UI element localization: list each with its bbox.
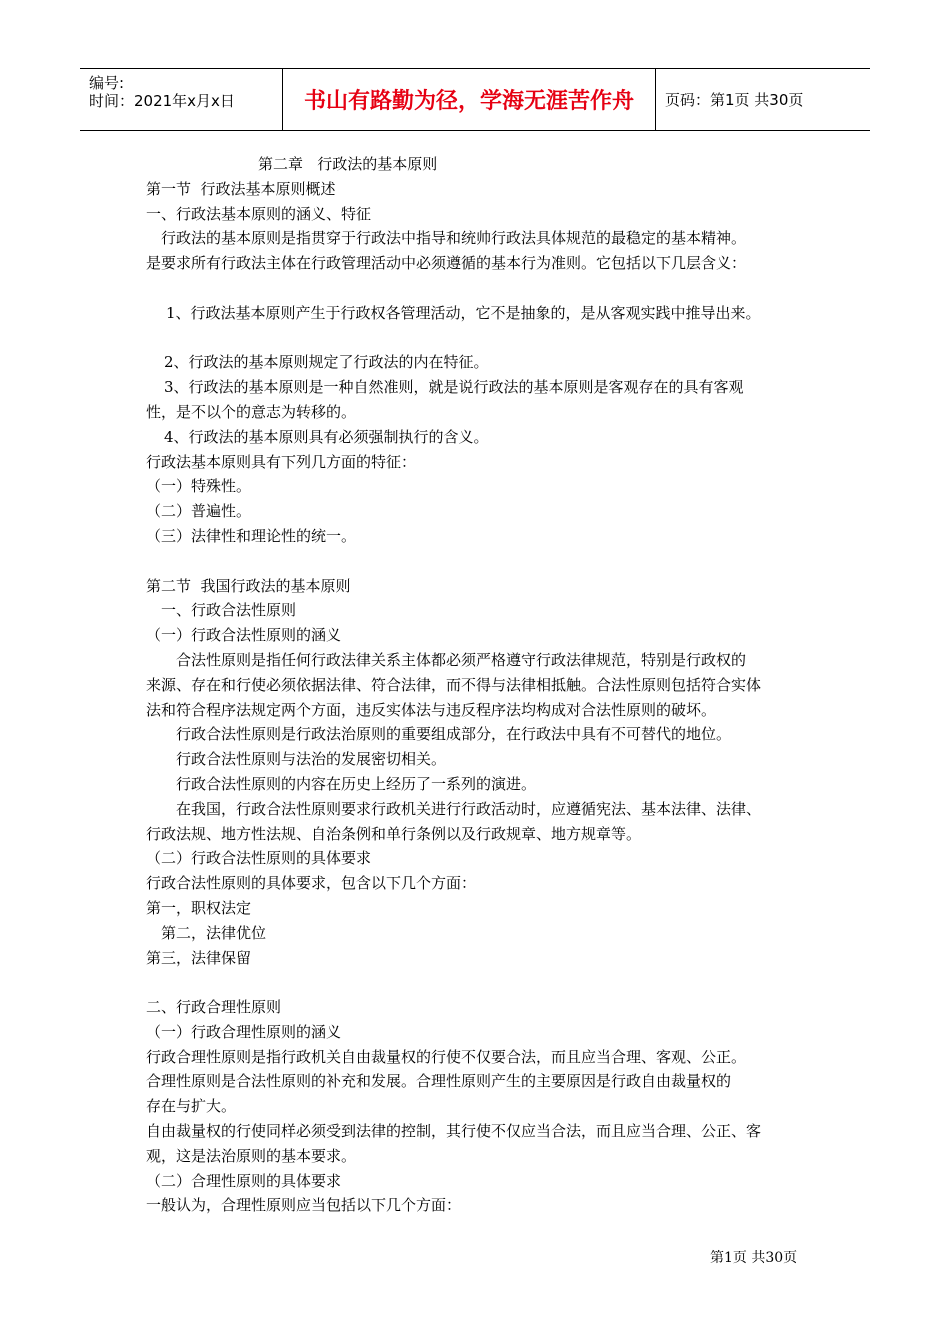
paragraph: 行政合理性原则是指行政机关自由裁量权的行使不仅要合法，而且应当合理、客观、公正。 [146,1047,747,1066]
paragraph: 观，这是法治原则的基本要求。 [146,1146,357,1165]
list-item: 2、行政法的基本原则规定了行政法的内在特征。 [164,353,489,372]
subheading: （二）合理性原则的具体要求 [146,1171,342,1190]
section-title: 第一节 行政法基本原则概述 [146,179,336,198]
paragraph: 行政合法性原则的内容在历史上经历了一系列的演进。 [176,774,537,793]
paragraph: 行政合法性原则是行政法治原则的重要组成部分，在行政法中具有不可替代的地位。 [176,725,732,744]
paragraph: 来源、存在和行使必须依据法律、符合法律，而不得与法律相抵触。合法性原则包括符合实体 [146,675,762,694]
paragraph: 合法性原则是指任何行政法律关系主体都必须严格遵守行政法律规范，特别是行政权的 [176,650,747,669]
list-item: 4、行政法的基本原则具有必须强制执行的含义。 [164,427,489,446]
paragraph: 性，是不以个的意志为转移的。 [146,402,357,421]
document-body [146,152,811,1218]
paragraph: 行政法基本原则具有下列几方面的特征： [146,452,417,471]
list-item: 第二，法律优位 [161,923,267,942]
paragraph: 是要求所有行政法主体在行政管理活动中必须遵循的基本行为准则。它包括以下几层含义： [146,254,747,273]
paragraph: 一般认为，合理性原则应当包括以下几个方面： [146,1196,462,1215]
header-time-label: 时间：2021年x月x日 [89,92,235,110]
list-item: （一）特殊性。 [146,477,252,496]
page-footer: 第1页 共30页 [710,1250,798,1266]
list-item: （二）普遍性。 [146,502,252,521]
header-divider [655,69,656,130]
subheading: （二）行政合法性原则的具体要求 [146,849,372,868]
paragraph: 存在与扩大。 [146,1097,237,1116]
paragraph: 法和符合程序法规定两个方面，违反实体法与违反程序法均构成对合法性原则的破坏。 [146,700,717,719]
heading: 一、行政法基本原则的涵义、特征 [146,204,372,223]
paragraph: 行政法的基本原则是指贯穿于行政法中指导和统帅行政法具体规范的最稳定的基本精神。 [161,229,747,248]
document-header [80,68,870,131]
subheading: （一）行政合法性原则的涵义 [146,626,342,645]
header-page-label: 页码：第1页 共30页 [665,91,804,109]
list-item: 1、行政法基本原则产生于行政权各管理活动，它不是抽象的，是从客观实践中推导出来。 [166,303,761,322]
heading: 一、行政合法性原则 [161,601,297,620]
list-item: （三）法律性和理论性的统一。 [146,526,357,545]
section-title: 第二节 我国行政法的基本原则 [146,576,351,595]
list-item: 第三，法律保留 [146,948,252,967]
header-info-cell [80,69,282,130]
paragraph: 在我国，行政合法性原则要求行政机关进行行政活动时，应遵循宪法、基本法律、法律、 [176,799,762,818]
chapter-title: 第二章 行政法的基本原则 [258,155,438,173]
paragraph: 自由裁量权的行使同样必须受到法律的控制，其行使不仅应当合法，而且应当合理、公正、客 [146,1122,762,1141]
list-item: 3、行政法的基本原则是一种自然准则，就是说行政法的基本原则是客观存在的具有客观 [164,378,744,397]
list-item: 第一，职权法定 [146,898,252,917]
subheading: （一）行政合理性原则的涵义 [146,1022,342,1041]
paragraph: 行政合法性原则与法治的发展密切相关。 [176,750,447,769]
heading: 二、行政合理性原则 [146,998,282,1017]
paragraph: 行政法规、地方性法规、自治条例和单行条例以及行政规章、地方规章等。 [146,824,642,843]
header-number-label: 编号: [89,74,125,92]
paragraph: 行政合法性原则的具体要求，包含以下几个方面： [146,874,477,893]
paragraph: 合理性原则是合法性原则的补充和发展。合理性原则产生的主要原因是行政自由裁量权的 [146,1072,732,1091]
header-motto: 书山有路勤为径，学海无涯苦作舟 [303,89,634,114]
